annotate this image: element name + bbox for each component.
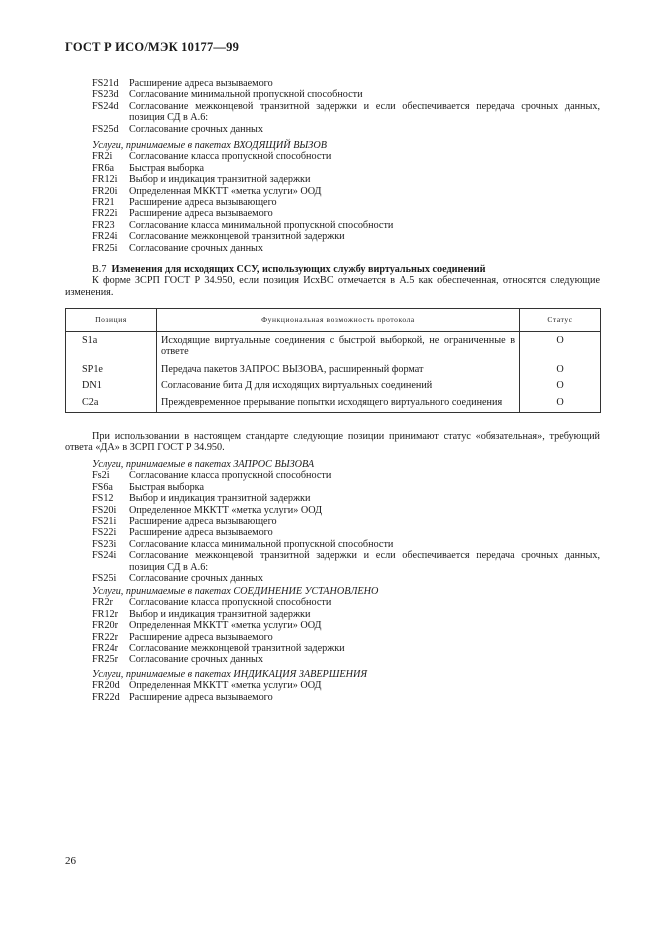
table-row xyxy=(66,376,601,392)
table-row xyxy=(66,359,601,376)
item-text: Расширение адреса вызывающего xyxy=(129,516,277,528)
list-item xyxy=(65,573,600,584)
item-code: FR20d xyxy=(92,680,120,692)
item-text: Определенное МККТТ «метка услуги» ООД xyxy=(129,504,323,516)
item-text: Быстрая выборка xyxy=(129,481,204,493)
group-heading: Услуги, принимаемые в пакетах ВХОДЯЩИЙ ВЫЗОВ xyxy=(92,140,327,151)
item-text: Расширение адреса вызываемого xyxy=(129,78,273,89)
list-item xyxy=(65,186,600,197)
item-text: Определенная МККТТ «метка услуги» ООД xyxy=(129,185,322,197)
item-code: FR22i xyxy=(92,208,118,220)
item-text: Выбор и индикация транзитной задержки xyxy=(129,174,311,186)
list-item xyxy=(65,163,600,174)
item-code: FR6a xyxy=(92,162,115,174)
note-paragraph: При использовании в настоящем стандарте следующие позиции принимают статус «обязательная», требующий ответа «ДА» в ЗСРП ГОСТ Р 34.950. xyxy=(65,431,600,454)
group2-list xyxy=(65,140,600,254)
list-item xyxy=(65,550,600,573)
item-code: FR24i xyxy=(92,231,118,243)
cell-position: DN1 xyxy=(66,376,157,392)
table-row xyxy=(66,332,601,359)
item-text: Согласование межконцевой транзитной задержки и если обеспечивается передача срочных данных, позиция СД в А.6: xyxy=(129,550,600,573)
column-header-position: Позиция xyxy=(66,309,157,332)
item-text: Согласование срочных данных xyxy=(129,654,263,666)
cell-position: SP1e xyxy=(66,359,157,376)
item-text: Согласование межконцевой транзитной задержки и если обеспечивается передача срочных данных, позиция СД в А.6: xyxy=(129,100,600,124)
item-text: Согласование срочных данных xyxy=(129,573,263,585)
list-item xyxy=(65,597,600,608)
list-item xyxy=(65,124,600,135)
group5-list xyxy=(65,669,600,703)
group-heading: Услуги, принимаемые в пакетах СОЕДИНЕНИЕ УСТАНОВЛЕНО xyxy=(92,586,379,597)
list-item xyxy=(65,470,600,481)
item-code: FS23i xyxy=(92,538,117,550)
list-item xyxy=(65,220,600,231)
list-item xyxy=(65,89,600,100)
item-text: Согласование срочных данных xyxy=(129,123,263,135)
list-item xyxy=(65,692,600,703)
cell-position: S1a xyxy=(66,332,157,359)
cell-status: О xyxy=(520,359,601,376)
cell-function: Исходящие виртуальные соединения с быстрой выборкой, не ограниченные в ответе xyxy=(157,332,520,359)
item-text: Согласование межконцевой транзитной задержки xyxy=(129,643,345,655)
item-text: Согласование класса пропускной способности xyxy=(129,470,332,482)
item-code: FS25d xyxy=(92,123,119,135)
cell-function: Преждевременное прерывание попытки исходящего виртуального соединения xyxy=(157,393,520,413)
list-item xyxy=(65,78,600,89)
item-text: Согласование класса минимальной пропускной способности xyxy=(129,219,394,231)
item-code: FR25i xyxy=(92,242,118,254)
list-item xyxy=(65,539,600,550)
item-code: FS21i xyxy=(92,516,117,528)
cell-function: Согласование бита Д для исходящих виртуальных соединений xyxy=(157,376,520,392)
group4-list xyxy=(65,586,600,666)
list-item xyxy=(65,101,600,124)
item-code: FR2r xyxy=(92,597,113,609)
item-code: Fs2i xyxy=(92,470,110,482)
page-number: 26 xyxy=(65,855,76,867)
list-item xyxy=(65,493,600,504)
item-code: FR12i xyxy=(92,174,118,186)
item-text: Согласование класса пропускной способности xyxy=(129,597,332,609)
item-code: FR2i xyxy=(92,151,113,163)
item-code: FR22r xyxy=(92,631,119,643)
group-heading: Услуги, принимаемые в пакетах ЗАПРОС ВЫЗОВА xyxy=(92,459,315,470)
section-intro: К форме ЗСРП ГОСТ Р 34.950, если позиция ИсхВС отмечается в А.5 как обеспеченная, относятся следующие изменения. xyxy=(65,275,600,298)
item-text: Расширение адреса вызываемого xyxy=(129,631,273,643)
item-code: FR12r xyxy=(92,608,119,620)
section-number: В.7 xyxy=(92,264,107,275)
item-code: FS22i xyxy=(92,527,117,539)
list-item xyxy=(65,208,600,219)
list-item xyxy=(65,516,600,527)
list-item xyxy=(65,231,600,242)
list-item xyxy=(65,197,600,208)
item-code: FR22d xyxy=(92,691,120,703)
item-text: Расширение адреса вызываемого xyxy=(129,527,273,539)
note-block xyxy=(65,431,600,454)
item-code: FS24i xyxy=(92,550,117,562)
list-item xyxy=(65,243,600,254)
list-item xyxy=(65,654,600,665)
item-code: FS6a xyxy=(92,481,113,493)
document-header: ГОСТ Р ИСО/МЭК 10177—99 xyxy=(65,40,240,54)
cell-position: C2a xyxy=(66,393,157,413)
table-row xyxy=(66,393,601,413)
cell-status: О xyxy=(520,393,601,413)
list-item xyxy=(65,482,600,493)
item-text: Определенная МККТТ «метка услуги» ООД xyxy=(129,680,322,692)
column-header-function: Функциональная возможность протокола xyxy=(157,309,520,332)
item-code: FS23d xyxy=(92,89,119,101)
list-item xyxy=(65,620,600,631)
item-text: Выбор и индикация транзитной задержки xyxy=(129,493,311,505)
table-header-row xyxy=(66,309,601,332)
list-item xyxy=(65,151,600,162)
list-item xyxy=(65,505,600,516)
item-code: FR20i xyxy=(92,185,118,197)
group-heading: Услуги, принимаемые в пакетах ИНДИКАЦИЯ ЗАВЕРШЕНИЯ xyxy=(92,669,368,680)
item-text: Быстрая выборка xyxy=(129,162,204,174)
group3-list xyxy=(65,459,600,584)
list-item xyxy=(65,680,600,691)
section-title: Изменения для исходящих ССУ, использующих службу виртуальных соединений xyxy=(111,264,486,275)
list-item xyxy=(65,174,600,185)
item-code: FR21 xyxy=(92,197,115,209)
item-code: FS21d xyxy=(92,78,119,89)
item-text: Расширение адреса вызываемого xyxy=(129,208,273,220)
item-code: FS20i xyxy=(92,504,117,516)
item-text: Согласование класса пропускной способности xyxy=(129,151,332,163)
cell-function: Передача пакетов ЗАПРОС ВЫЗОВА, расширенный формат xyxy=(157,359,520,376)
protocol-table xyxy=(65,308,601,413)
item-text: Согласование срочных данных xyxy=(129,242,263,254)
list-item xyxy=(65,632,600,643)
item-text: Расширение адреса вызываемого xyxy=(129,691,273,703)
item-text: Согласование межконцевой транзитной задержки xyxy=(129,231,345,243)
list-item xyxy=(65,609,600,620)
item-code: FR25r xyxy=(92,654,119,666)
list-item xyxy=(65,527,600,538)
item-text: Расширение адреса вызывающего xyxy=(129,197,277,209)
cell-status: О xyxy=(520,332,601,359)
cell-status: О xyxy=(520,376,601,392)
item-code: FR20r xyxy=(92,620,119,632)
item-code: FR24r xyxy=(92,643,119,655)
item-text: Определенная МККТТ «метка услуги» ООД xyxy=(129,620,322,632)
item-text: Выбор и индикация транзитной задержки xyxy=(129,608,311,620)
item-code: FS12 xyxy=(92,493,114,505)
item-text: Согласование класса минимальной пропускной способности xyxy=(129,538,394,550)
item-code: FS25i xyxy=(92,573,117,585)
item-code: FR23 xyxy=(92,219,115,231)
item-code: FS24d xyxy=(92,100,119,112)
group1-list xyxy=(65,78,600,135)
section-b7 xyxy=(65,264,600,298)
column-header-status: Статус xyxy=(520,309,601,332)
list-item xyxy=(65,643,600,654)
item-text: Согласование минимальной пропускной способности xyxy=(129,89,363,101)
section-heading xyxy=(65,264,600,275)
